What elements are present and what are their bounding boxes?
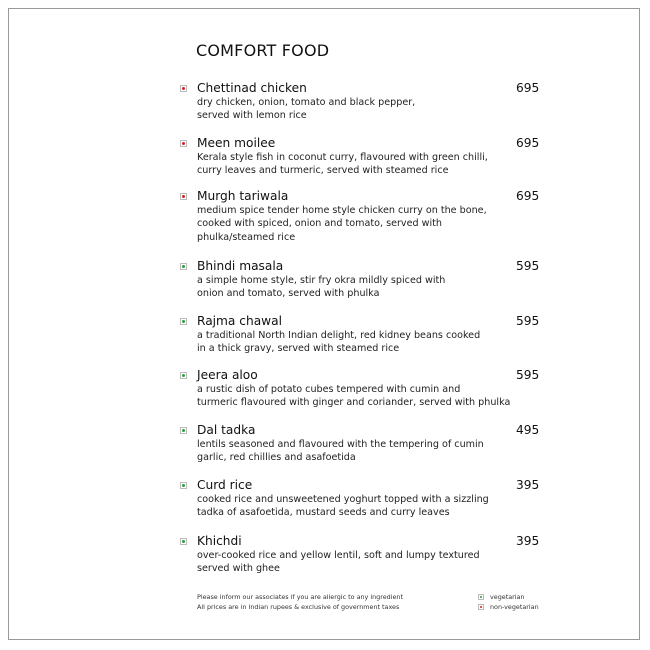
item-price: 695 — [516, 136, 540, 150]
item-description-line: garlic, red chillies and asafoetida — [197, 452, 356, 464]
item-description-line: onion and tomato, served with phulka — [197, 288, 380, 300]
allergy-note: Please inform our associates if you are allergic to any ingredient — [197, 593, 403, 601]
item-description-line: lentils seasoned and flavoured with the tempering of cumin — [197, 439, 484, 450]
item-description-line: dry chicken, onion, tomato and black pepper, — [197, 97, 416, 108]
item-price: 595 — [516, 368, 540, 382]
item-name: Khichdi — [197, 534, 242, 548]
vegetarian-icon — [180, 263, 187, 270]
item-name: Jeera aloo — [197, 368, 258, 382]
footer-notes — [197, 592, 403, 612]
item-price: 395 — [516, 534, 540, 548]
legend-veg-label: vegetarian — [490, 593, 525, 601]
item-description-line: a simple home style, stir fry okra mildly spiced with — [197, 275, 446, 286]
item-description-line: a rustic dish of potato cubes tempered with cumin and — [197, 384, 461, 395]
non-vegetarian-icon — [180, 85, 187, 92]
item-description — [197, 549, 517, 576]
item-name: Bhindi masala — [197, 259, 284, 273]
vegetarian-icon — [180, 318, 187, 325]
item-description-line: turmeric flavoured with ginger and coriander, served with phulka — [197, 397, 511, 409]
item-description — [197, 151, 517, 178]
non-vegetarian-icon — [478, 604, 484, 610]
vegetarian-icon — [180, 427, 187, 434]
vegetarian-icon — [478, 594, 484, 600]
item-description-line: curry leaves and turmeric, served with steamed rice — [197, 165, 449, 177]
item-price: 495 — [516, 423, 540, 437]
price-note: All prices are in Indian rupees & exclusive of government taxes — [197, 603, 400, 611]
item-description-line: over-cooked rice and yellow lentil, soft and lumpy textured — [197, 550, 480, 561]
vegetarian-icon — [180, 538, 187, 545]
item-name: Meen moilee — [197, 136, 276, 150]
item-description — [197, 493, 517, 520]
legend-nonveg-label: non-vegetarian — [490, 603, 539, 611]
item-price: 695 — [516, 189, 540, 203]
item-description-line: tadka of asafoetida, mustard seeds and curry leaves — [197, 507, 450, 519]
item-name: Dal tadka — [197, 423, 256, 437]
item-description-line: served with lemon rice — [197, 110, 307, 122]
item-price: 595 — [516, 314, 540, 328]
item-description — [197, 329, 517, 356]
item-description — [197, 383, 517, 410]
item-description — [197, 96, 517, 123]
item-price: 595 — [516, 259, 540, 273]
vegetarian-icon — [180, 372, 187, 379]
item-description-line: cooked with spiced, onion and tomato, served with — [197, 218, 443, 230]
item-description-line: Kerala style fish in coconut curry, flavoured with green chilli, — [197, 152, 488, 163]
item-description-line: medium spice tender home style chicken curry on the bone, — [197, 205, 487, 216]
item-name: Curd rice — [197, 478, 253, 492]
item-description-line: served with ghee — [197, 563, 280, 575]
item-description-line: phulka/steamed rice — [197, 231, 296, 243]
item-name: Rajma chawal — [197, 314, 282, 328]
item-description — [197, 438, 517, 465]
vegetarian-icon — [180, 482, 187, 489]
item-price: 395 — [516, 478, 540, 492]
item-price: 695 — [516, 81, 540, 95]
item-description-line: in a thick gravy, served with steamed rice — [197, 343, 400, 355]
item-description — [197, 204, 517, 244]
item-description — [197, 274, 517, 301]
item-description-line: a traditional North Indian delight, red kidney beans cooked — [197, 330, 481, 341]
non-vegetarian-icon — [180, 140, 187, 147]
non-vegetarian-icon — [180, 193, 187, 200]
item-name: Chettinad chicken — [197, 81, 307, 95]
item-name: Murgh tariwala — [197, 189, 289, 203]
item-description-line: cooked rice and unsweetened yoghurt topped with a sizzling — [197, 494, 489, 505]
section-title: COMFORT FOOD — [196, 41, 330, 60]
